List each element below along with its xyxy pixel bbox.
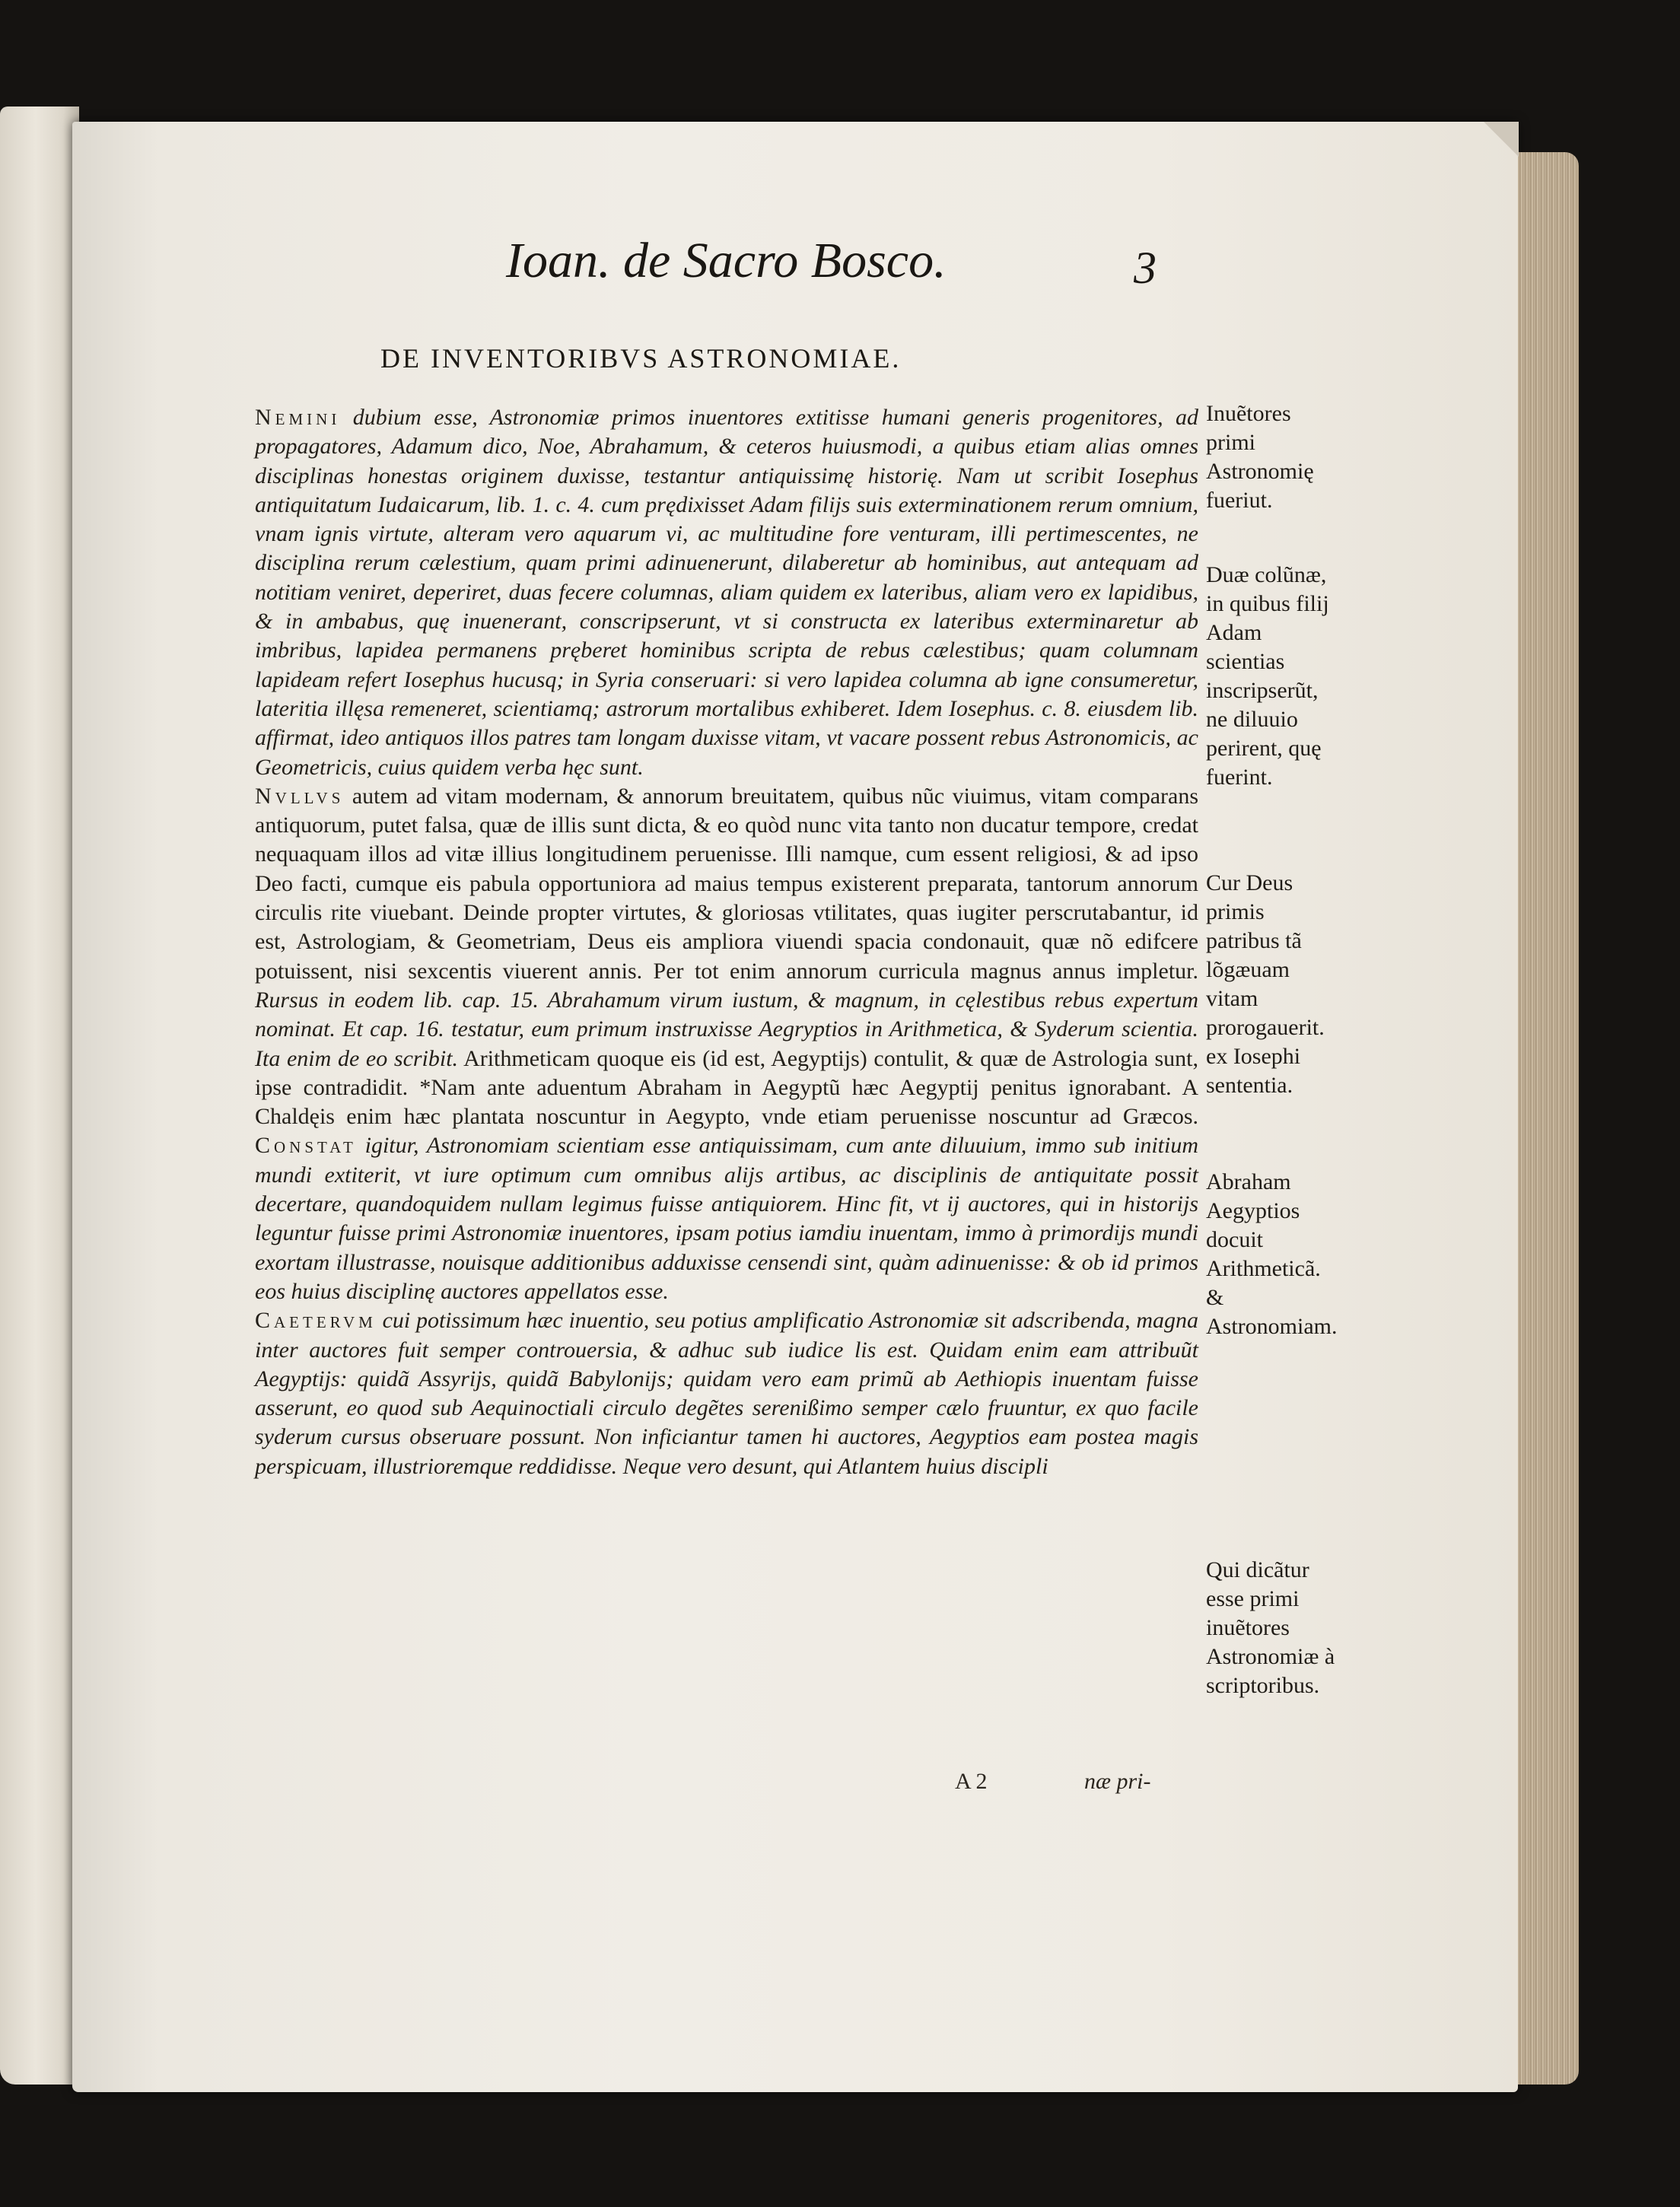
margin-note-5: Qui dicãtur esse primi inuẽtores Astronomiæ à scriptoribus.: [1206, 1557, 1335, 1698]
page-header: [495, 228, 1179, 312]
margin-note-2: Duæ colũnæ, in quibus filij Adam scientias inscripserũt, ne diluuio perirent, quę fuerint.: [1206, 562, 1329, 790]
paragraph-1-text: dubium esse, Astronomiæ primos inuentores extitisse humani generis progenitores, ad propagatores, Adamum dico, Noe, Abrahamum, & ceteros huiusmodi, a quibus etiam alias omnes disciplinas honestas originem duxisse, testantur antiquissimę historię. Nam ut scribit Iosephus antiquitatum Iudaicarum, lib. 1. c. 4. cum prędixisset Adam filijs suis exterminationem rerum omnium, vnam ignis virtute, alteram vero aquarum vi, ac multitudine fore venturam, illi pertimescentes, ne disciplina rerum cælestium, quam primi adinuenerunt, dilaberetur ab hominibus, aut antequam ad notitiam veniret, deperiret, duas fecere columnas, aliam quidem ex lateribus, aliam vero ex lapidibus, & in ambabus, quę inuenerant, conscripserunt, vt si constructa ex lateribus exterminaretur ab imbribus, lapidea permanens pręberet hominibus scripta de rebus cælestibus; quam columnam lapideam refert Iosephus hucusq; in Syria conseruari: si vero lapidea columna ab igne consumeretur, lateritia illęsa remeneret, scientiamq; astrorum mortalibus exhiberet. Idem Iosephus. c. 8. eiusdem lib. affirmat, ideo antiquos illos patres tam longam duxisse vitam, vt vacare possent rebus Astronomicis, ac Geometricis, cuius quidem verba hęc sunt.: [255, 405, 1199, 780]
paragraph-2-lead: Nvllvs: [255, 783, 345, 809]
body-text: [255, 403, 1198, 1481]
catchword: næ pri-: [1084, 1769, 1151, 1794]
paragraph-1-lead: Nemini: [255, 405, 341, 430]
paragraph-2-italic: Rursus in eodem lib. cap. 15. Abrahamum virum iustum, & magnum, in cęlestibus rebus expertum nominat. Et cap. 16. testatur, eum primum instruxisse Aegryptios in Arithmetica, & Syderum scientia. Ita enim de eo scribit.: [255, 987, 1198, 1071]
running-head: Ioan. de Sacro Bosco.: [506, 233, 947, 288]
text-block-edge: [1518, 152, 1579, 2085]
margin-note-1: Inuẽtores primi Astronomię fueriut.: [1206, 401, 1314, 513]
paragraph-2-italic-2: igitur, Astronomiam scientiam esse antiquissimam, cum ante diluuium, immo sub initium mundi extiterit, vt iure optimum cum omnibus alijs artibus, ac disciplinis de antiquitate possit decertare, quandoquidem nullam legimus fuisse antiquiorem. Hinc fit, vt ij auctores, qui in historijs leguntur fuisse primi Astronomiæ inuentores, ipsam potius iamdiu inuentam, immo à primordijs mundi exortam illustrasse, nouisque additionibus adduxisse censendi sint, quàm adinuenisse: & ob id primos eos huius disciplinę auctores appellatos esse.: [255, 1133, 1199, 1304]
paragraph-3-lead: Caetervm: [255, 1308, 377, 1334]
paragraph-1: [255, 403, 1198, 782]
paragraph-2: [255, 782, 1198, 1306]
section-title: DE INVENTORIBVS ASTRONOMIAE.: [380, 343, 902, 374]
folded-corner: [1484, 122, 1519, 157]
paragraph-3-text: cui potissimum hæc inuentio, seu potius amplificatio Astronomiæ sit adscribenda, magna inter auctores fuit semper controuersia, & adhuc sub iudice lis est. Quidam enim eam attribuũt Aegyptijs: quidã Assyrijs, quidã Babylonijs; quidam vero eam primũ ab Aethiopis inuentam fuisse asserunt, eo quod sub Aequinoctiali circulo degẽtes serenißimo semper cælo fruuntur, ex quo facile syderum cursus obseruare possunt. Non inficiantur tamen hi auctores, Aegyptios eam postea magis perspicuam, illustrioremque reddidisse. Neque vero desunt, qui Atlantem huius discipli: [255, 1308, 1199, 1479]
signature-mark: A 2: [955, 1769, 988, 1794]
paragraph-3: [255, 1306, 1198, 1481]
margin-note-4: Abraham Aegyptios docuit Arithmeticã. & Astronomiam.: [1206, 1169, 1338, 1339]
paragraph-2-lead-2: Constat: [255, 1133, 357, 1159]
page-number: 3: [1134, 243, 1157, 293]
left-page-edge: [0, 107, 79, 2085]
margin-note-3: Cur Deus primis patribus tã lõgæuam vitam prorogauerit. ex Iosephi sententia.: [1206, 870, 1325, 1098]
paragraph-2-text: autem ad vitam modernam, & annorum breuitatem, quibus nũc viuimus, vitam comparans antiquorum, putet falsa, quæ de illis sunt dicta, & eo quòd nunc vita tanto non ducatur tempore, credat nequaquam illos ad vitæ illius longitudinem peruenisse. Illi namque, cum essent religiosi, & ad ipso Deo facti, cumque eis pabula opportuniora ad maius tempus existerent preparata, tantorum annorum circulis rite viuebant. Deinde propter virtutes, & gloriosas vtilitates, quas iugiter perscrutabantur, id est, Astrologiam, & Geometriam, Deus eis ampliora viuendi spacia condonauit, quæ nõ edifcere potuissent, nisi sexcentis viuerent annis. Per tot enim annorum curricula magnus annus impletur.: [255, 783, 1198, 984]
paragraph-2-text-2: Arithmeticam quoque eis (id est, Aegyptijs) contulit, & quæ de Astrologia sunt, ipse contradidit. *Nam ante aduentum Abraham in Aegyptũ hæc Aegyptij penitus ignorabant. A Chaldęis enim hæc plantata noscuntur in Aegypto, vnde etiam peruenisse noscuntur ad Græcos.: [255, 1045, 1198, 1130]
